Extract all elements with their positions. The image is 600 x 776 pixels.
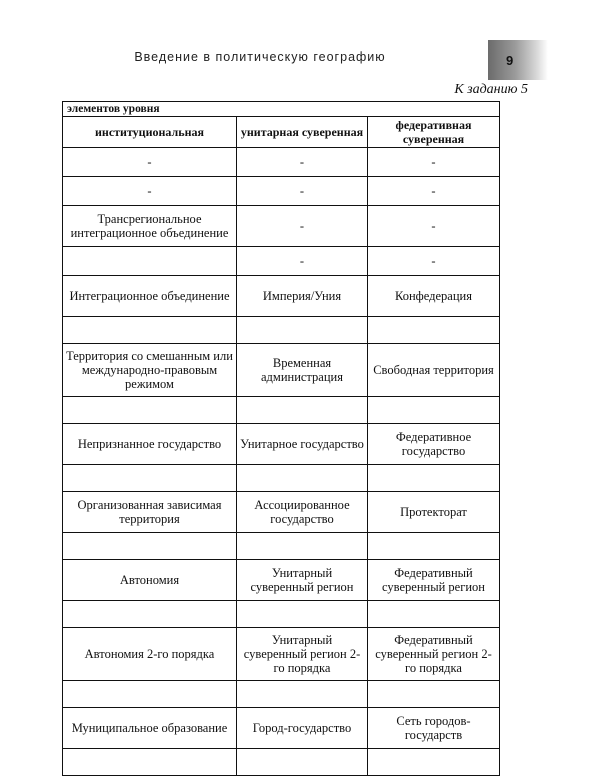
table-cell <box>368 465 500 492</box>
table-cell: Федеративное государство <box>368 424 500 465</box>
table-cell: Конфедерация <box>368 276 500 317</box>
table-cell: Организованная зависимая территория <box>63 492 237 533</box>
table-cell: - <box>237 148 368 177</box>
table-cell: - <box>237 177 368 206</box>
table-cell: Свободная территория <box>368 344 500 397</box>
table-cell: Муниципальное образование <box>63 708 237 749</box>
table-cell <box>368 749 500 776</box>
table-cell: Унитарный суверенный регион <box>237 560 368 601</box>
table-cell <box>63 681 237 708</box>
table-cell <box>63 317 237 344</box>
table-row <box>63 247 500 276</box>
table-cell <box>237 465 368 492</box>
table-row <box>63 397 500 424</box>
table-cell <box>368 397 500 424</box>
column-header: институциональная <box>63 117 237 148</box>
table-cell: Унитарное государство <box>237 424 368 465</box>
table-cell: - <box>368 247 500 276</box>
table-cell <box>63 247 237 276</box>
table-cell <box>237 397 368 424</box>
table-row <box>63 749 500 776</box>
table-cell: Территория со смешанным или международно-правовым режимом <box>63 344 237 397</box>
classification-table <box>62 101 500 776</box>
task-reference: К заданию 5 <box>454 82 528 97</box>
table-cell: - <box>63 177 237 206</box>
table-cell: Интеграционное объединение <box>63 276 237 317</box>
table-title: элементов уровня <box>63 102 500 117</box>
table-cell: Автономия 2-го порядка <box>63 628 237 681</box>
table-cell: Федеративный суверенный регион 2-го порядка <box>368 628 500 681</box>
table-cell: Федеративный суверенный регион <box>368 560 500 601</box>
table-cell: Автономия <box>63 560 237 601</box>
table-row <box>63 206 500 247</box>
table-cell <box>368 681 500 708</box>
table-cell: - <box>368 148 500 177</box>
table-row <box>63 317 500 344</box>
table-cell: - <box>368 206 500 247</box>
table-row <box>63 177 500 206</box>
table-cell <box>368 601 500 628</box>
table-row <box>63 276 500 317</box>
table-row <box>63 628 500 681</box>
column-header: федеративная суверенная <box>368 117 500 148</box>
table-title-row <box>63 102 500 117</box>
running-head: Введение в политическую географию <box>134 50 386 64</box>
table-row <box>63 601 500 628</box>
table-cell <box>237 533 368 560</box>
table-row <box>63 681 500 708</box>
table-row <box>63 424 500 465</box>
column-header: унитарная суверенная <box>237 117 368 148</box>
table-cell <box>63 749 237 776</box>
table-cell: Временная администрация <box>237 344 368 397</box>
table-row <box>63 148 500 177</box>
table-header-row <box>63 117 500 148</box>
table-cell: Трансрегиональное интеграционное объединение <box>63 206 237 247</box>
table-row <box>63 560 500 601</box>
table-row <box>63 344 500 397</box>
table-cell <box>63 465 237 492</box>
table-cell <box>63 533 237 560</box>
table-cell: - <box>237 247 368 276</box>
table-row <box>63 465 500 492</box>
table-cell: - <box>237 206 368 247</box>
table-row <box>63 708 500 749</box>
table-cell: - <box>63 148 237 177</box>
table-cell: Протекторат <box>368 492 500 533</box>
table-cell: Унитарный суверенный регион 2-го порядка <box>237 628 368 681</box>
page-number: 9 <box>488 40 548 80</box>
table-cell: - <box>368 177 500 206</box>
table-cell <box>63 397 237 424</box>
table-cell <box>237 317 368 344</box>
table-cell: Сеть городов-государств <box>368 708 500 749</box>
table-cell <box>368 317 500 344</box>
table-cell: Империя/Уния <box>237 276 368 317</box>
table-cell <box>237 749 368 776</box>
table-cell <box>368 533 500 560</box>
table-cell <box>237 601 368 628</box>
table-cell: Город-государство <box>237 708 368 749</box>
table-cell: Непризнанное государство <box>63 424 237 465</box>
table-cell <box>63 601 237 628</box>
table-row <box>63 533 500 560</box>
table-cell: Ассоциированное государство <box>237 492 368 533</box>
table-cell <box>237 681 368 708</box>
table-row <box>63 492 500 533</box>
